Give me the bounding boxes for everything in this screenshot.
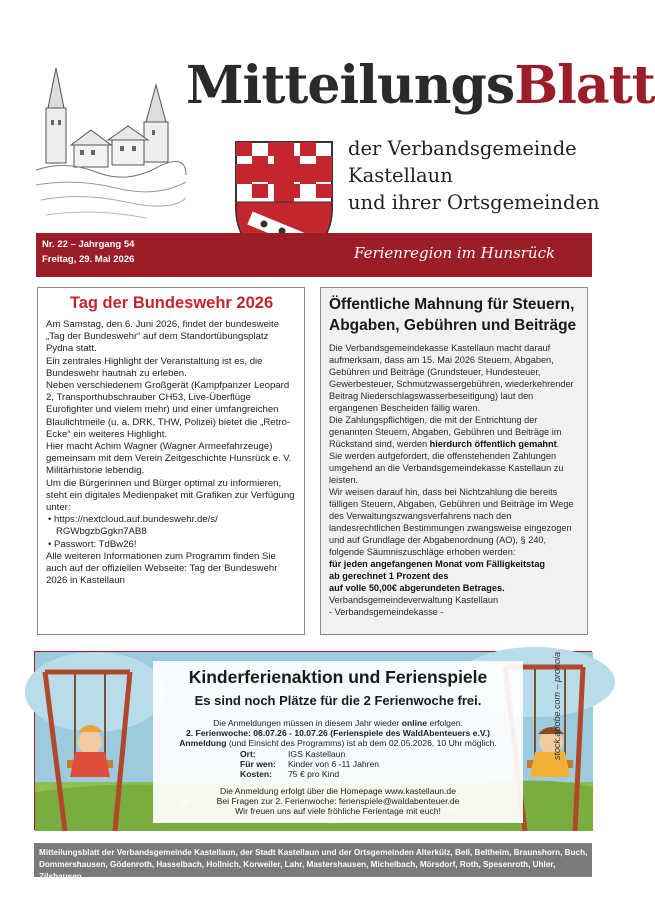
town-sketch-illustration: [36, 60, 186, 230]
mahnung-paragraph-3: Sie werden aufgefordert, die offenstehenden Zahlungen umgehend an die Verbandsgemeindekasse Kastellaun zu leisten.: [329, 451, 564, 485]
footer-municipalities: Mitteilungsblatt der Verbandsgemeinde Kastellaun, der Stadt Kastellaun und der Ortsgemeinden Alterkülz, Bell, Beltheim, Braunshorn, Buch, Dommershausen, Gödenroth, Hasselbach, Hollnich, Korweiler, Lahr, Mastershausen, Michelbach, Mörsdorf, Roth, Spesenroth, Uhler, Zilshausen: [34, 843, 592, 877]
issue-date: Freitag, 29. Mai 2026: [42, 254, 135, 265]
signature-line: Verbandsgemeindeverwaltung Kastellaun: [329, 595, 499, 605]
mahnung-bold-line: für jeden angefangenen Monat vom Fälligkeitstag: [329, 559, 545, 569]
banner-detail-row: [240, 759, 379, 769]
mahnung-p2-end: .: [556, 439, 560, 449]
detail-label: Für wen:: [240, 759, 276, 769]
article-paragraph: Neben verschiedenem Großgerät (Kampfpanzer Leopard 2, Transporthubschrauber CH53, Live-Überflüge Eurofighter und vielem mehr) und einer umfangreichen Blaulichtmeile (u. a. DRK, THW, Polizei) bietet die „Retro-Ecke“ ein weiteres Highlight.: [46, 380, 291, 440]
banner-detail-row: [240, 769, 339, 779]
media-link[interactable]: https://nextcloud.auf.bundeswehr.de/s/ RGWbgzbGgkn7AB8: [54, 514, 218, 538]
article-paragraph: Um die Bürgerinnen und Bürger optimal zu informieren, steht ein digitales Medienpaket mit Grafiken zur Verfügung unter:: [46, 477, 295, 514]
mahnung-bold-line: auf volle 50,00€ abgerundeten Betrages.: [329, 583, 505, 593]
banner-line1-text: Die Anmeldungen müssen in diesem Jahr wieder: [213, 718, 402, 728]
ferien-banner: [34, 651, 592, 830]
newspaper-title: [186, 55, 655, 116]
article-mahnung: [320, 287, 588, 635]
region-slogan: Ferienregion im Hunsrück: [354, 244, 556, 262]
banner-line1-bold: online: [401, 718, 428, 728]
issue-info: [42, 237, 134, 267]
banner-line-3: [153, 738, 523, 748]
banner-line-2: 2. Ferienwoche: 06.07.26 - 10.07.26 (Ferienspiele des WaldAbenteuers e.V.): [185, 728, 491, 738]
article-bundeswehr-headline: Tag der Bundeswehr 2026: [69, 294, 274, 312]
title-part-2: Blatt: [514, 55, 655, 116]
mahnung-p2-text: Die Zahlungspflichtigen, die mit der Entrichtung der genannten Steuern, Abgaben, Gebühren und Beiträge im Rückstand sind, werden: [329, 415, 562, 449]
detail-value: IGS Kastellaun: [288, 749, 346, 759]
article-paragraph: Hier macht Achim Wagner (Wagner Armeefahrzeuge) gemeinsam mit dem Verein Zeitgeschichte Hunsrück e. V. Militärhistorie lebendig.: [46, 441, 292, 477]
detail-label: Ort:: [240, 749, 256, 759]
masthead-subtitle: [348, 135, 600, 216]
subtitle-line-2: Kastellaun: [348, 164, 453, 187]
banner-line-1: [153, 718, 523, 728]
article-paragraph: Ein zentrales Highlight der Veranstaltung ist es, die Bundeswehr hautnah zu erleben.: [46, 355, 263, 379]
article-bundeswehr: [37, 287, 305, 635]
detail-value: 75 € pro Kind: [288, 769, 340, 779]
banner-closing-line: Wir freuen uns auf viele fröhliche Ferientage mit euch!: [235, 806, 441, 816]
banner-line3-text: (und Einsicht des Programms) ist ab dem 02.05.2026, 10 Uhr möglich.: [226, 738, 497, 748]
article-mahnung-headline: Öffentliche Mahnung für Steuern, Abgaben, Gebühren und Beiträge: [329, 296, 577, 334]
banner-line1-end: erfolgen.: [427, 718, 463, 728]
signature-line: - Verbandsgemeindekasse -: [329, 607, 444, 617]
article-closing: Alle weiteren Informationen zum Programm finden Sie auch auf der offiziellen Webseite: Tag der Bundeswehr 2026 in Kastellaun: [46, 550, 278, 587]
detail-label: Kosten:: [240, 769, 272, 779]
article-paragraph: Am Samstag, den 6. Juni 2026, findet der bundesweite „Tag der Bundeswehr“ auf dem Standortübungsplatz Pydna statt.: [46, 319, 280, 355]
issue-number: Nr. 22 – Jahrgang 54: [42, 239, 135, 250]
mahnung-paragraph-4: Wir weisen darauf hin, dass bei Nichtzahlung die bereits fälligen Steuern, Abgaben, Gebühren und Beiträge im Wege des Verwaltungszwangsverfahrens nach den landesrechtlichen Bestimmungen zwangsweise eingezogen und auf Grundlage der Abgabenordnung (AO), § 240, folgende Säumniszuschläge erhoben werden:: [329, 487, 574, 557]
detail-value: Kinder von 6 -11 Jahren: [288, 759, 380, 769]
bullet-link[interactable]: • https://nextcloud.auf.bundeswehr.de/s/ RGWbgzbGgkn7AB8: [48, 514, 218, 538]
subtitle-line-3: und ihrer Ortsgemeinden: [348, 191, 600, 214]
banner-line3-bold: Anmeldung: [179, 738, 227, 748]
banner-title: Kinderferienaktion und Ferienspiele: [188, 667, 488, 687]
title-part-1: Mitteilungs: [186, 55, 515, 116]
banner-detail-row: [240, 749, 345, 759]
image-credit: stock.adobe.com – pronoia: [552, 651, 562, 760]
banner-subtitle: Es sind noch Plätze für die 2 Ferienwoche frei.: [194, 693, 482, 708]
banner-contact-line: Bei Fragen zur 2. Ferienwoche: ferienspiele@waldabenteuer.de: [216, 796, 460, 806]
bullet-password: • Passwort: TdBw26!: [48, 538, 137, 550]
mahnung-paragraph-1: Die Verbandsgemeindekasse Kastellaun macht darauf aufmerksam, dass am 15. Mai 2026 Steuern, Abgaben, Gebühren und Beiträge (Grundsteuer, Hundesteuer, Gewerbesteuer, Schmutzwassergebühren, wiederkehrender Beitrag Niederschlagswasserbeseitigung) laut den ergangenen Bescheiden fällig waren.: [329, 343, 574, 413]
crest-lower-overlay: [232, 233, 336, 271]
mahnung-bold-line: ab gerechnet 1 Prozent des: [329, 571, 449, 581]
password-text: Passwort: TdBw26!: [54, 538, 137, 550]
banner-homepage-line: Die Anmeldung erfolgt über die Homepage www.kastellaun.de: [220, 786, 456, 796]
mahnung-paragraph-2: [329, 414, 579, 450]
subtitle-line-1: der Verbandsgemeinde: [348, 137, 577, 160]
mahnung-p2-bold: hierdurch öffentlich gemahnt: [429, 439, 557, 449]
